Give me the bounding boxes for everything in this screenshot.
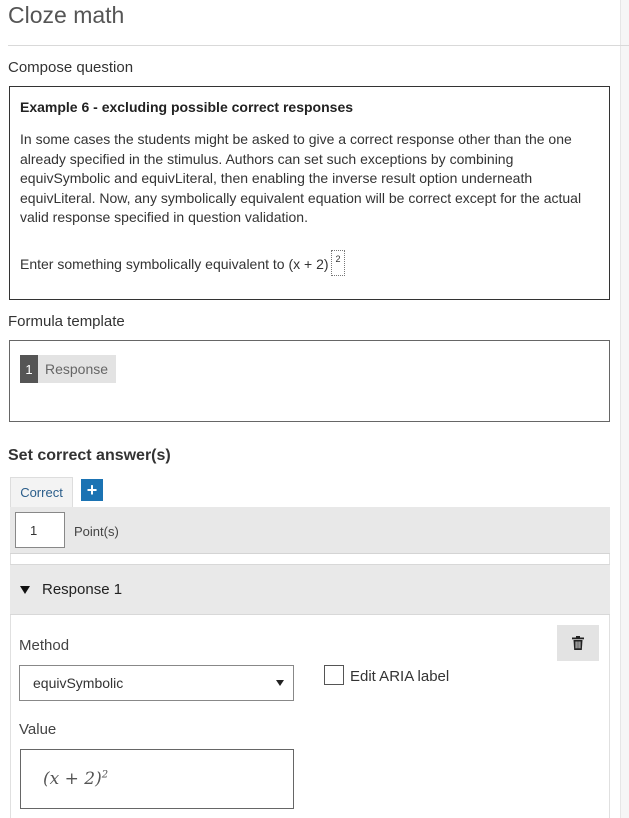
value-expression-base: (x + 2) xyxy=(43,769,102,789)
title-divider xyxy=(8,45,629,46)
edit-aria-label-checkbox[interactable] xyxy=(324,665,344,685)
delete-response-button[interactable] xyxy=(557,625,599,661)
chevron-down-icon xyxy=(276,680,284,686)
caret-down-icon xyxy=(20,586,30,594)
stimulus-prompt xyxy=(20,250,599,276)
tab-correct[interactable]: Correct xyxy=(10,477,73,507)
response-1-header[interactable] xyxy=(10,564,610,615)
response-chip-label: Response xyxy=(45,361,109,377)
right-scroll-gutter xyxy=(620,0,629,818)
stimulus-heading: Example 6 - excluding possible correct responses xyxy=(20,99,354,115)
exponent-cloze-box[interactable] xyxy=(331,250,345,276)
method-label: Method xyxy=(19,637,70,654)
stimulus-prompt-text: Enter something symbolically equivalent to (x + 2) xyxy=(20,255,329,272)
plus-icon: + xyxy=(86,480,98,500)
points-input[interactable]: 1 xyxy=(15,512,65,548)
page-title: Cloze math xyxy=(8,2,125,28)
response-chip-number: 1 xyxy=(20,355,38,383)
exponent-value: 2 xyxy=(335,253,341,264)
value-expression-exponent: 2 xyxy=(101,769,109,781)
panel-spacer xyxy=(10,554,610,564)
value-label: Value xyxy=(19,721,57,738)
formula-template-editor[interactable] xyxy=(9,340,610,422)
method-select-value: equivSymbolic xyxy=(33,675,124,691)
edit-aria-label-text[interactable]: Edit ARIA label xyxy=(350,668,450,685)
value-math-input[interactable] xyxy=(20,749,294,809)
points-panel xyxy=(10,507,610,554)
stimulus-editor[interactable] xyxy=(9,86,610,300)
add-alternate-answer-button[interactable] xyxy=(81,479,103,501)
points-label: Point(s) xyxy=(74,524,119,539)
response-chip[interactable] xyxy=(20,355,116,383)
set-correct-answers-heading: Set correct answer(s) xyxy=(8,447,171,464)
trash-icon xyxy=(572,636,584,650)
stimulus-paragraph: In some cases the students might be asked to give a correct response other than the one already specified in the stimulus. Authors can set such exceptions by combining equivSymbolic and equivLiteral, then enabling the inverse result option underneath equivLiteral. Now, any symbolically equivalent equation will be correct except for the actual valid response specified in question validation. xyxy=(20,131,582,225)
value-math-expression xyxy=(43,769,108,789)
compose-question-label: Compose question xyxy=(8,59,134,76)
response-1-title: Response 1 xyxy=(42,581,123,598)
formula-template-label: Formula template xyxy=(8,313,125,330)
method-select[interactable] xyxy=(19,665,294,701)
